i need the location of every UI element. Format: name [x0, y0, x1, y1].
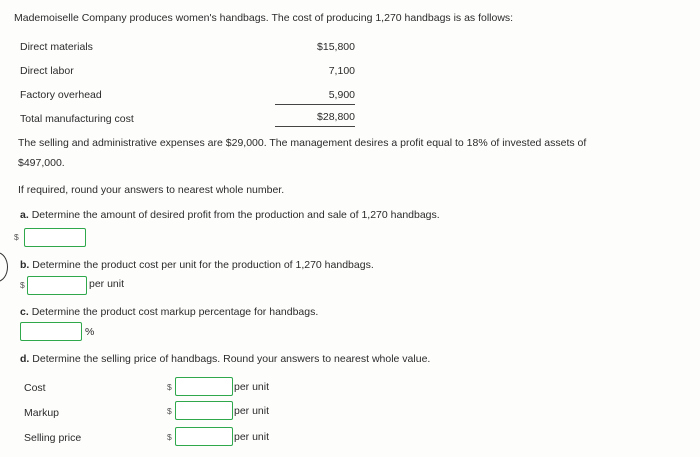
part-b-unit: per unit — [89, 278, 125, 290]
cost-value-factory-overhead: 5,900 — [275, 89, 355, 105]
intro-text: Mademoiselle Company produces women's handbags. The cost of producing 1,270 handbags is as follows: — [14, 12, 514, 24]
cost-label-factory-overhead: Factory overhead — [20, 89, 102, 101]
round-note: If required, round your answers to nearest whole number. — [18, 184, 285, 196]
part-d-selling-price-input[interactable] — [175, 427, 233, 446]
selling-text-line1: The selling and administrative expenses are $29,000. The management desires a profit equal to 18% of invested assets of — [18, 137, 587, 149]
part-b-dollar-sign: $ — [20, 280, 25, 290]
part-d-cost-unit: per unit — [234, 381, 270, 393]
part-c-letter: c. — [20, 306, 29, 318]
cost-label-direct-materials: Direct materials — [20, 41, 93, 53]
part-d-markup-input[interactable] — [175, 401, 233, 420]
part-d-question — [20, 353, 430, 365]
part-d-cost-dollar-sign: $ — [167, 382, 172, 392]
part-b-input[interactable] — [27, 276, 87, 295]
part-c-question — [20, 306, 318, 318]
part-d-selling-price-dollar-sign: $ — [167, 432, 172, 442]
part-a-question — [20, 209, 440, 221]
cost-value-direct-labor: 7,100 — [328, 65, 355, 77]
part-b-letter: b. — [20, 259, 30, 271]
part-d-cost-input[interactable] — [175, 377, 233, 396]
part-d-markup-label: Markup — [24, 407, 60, 419]
part-d-selling-price-unit: per unit — [234, 431, 270, 443]
left-edge-curve — [0, 252, 8, 282]
part-c-text: Determine the product cost markup percentage for handbags. — [31, 306, 319, 318]
cost-label-direct-labor: Direct labor — [20, 65, 74, 77]
cost-label-total: Total manufacturing cost — [20, 113, 134, 125]
part-a-text: Determine the amount of desired profit from the production and sale of 1,270 handbags. — [31, 209, 440, 221]
part-d-markup-unit: per unit — [234, 405, 270, 417]
part-d-markup-dollar-sign: $ — [167, 406, 172, 416]
part-a-input[interactable] — [24, 228, 86, 247]
part-a-dollar-sign: $ — [14, 232, 19, 242]
part-b-text: Determine the product cost per unit for the production of 1,270 handbags. — [32, 259, 374, 271]
cost-value-total: $28,800 — [275, 111, 355, 127]
part-a-letter: a. — [20, 209, 29, 221]
part-c-input[interactable] — [20, 322, 82, 341]
part-d-selling-price-label: Selling price — [24, 432, 82, 444]
part-d-text: Determine the selling price of handbags. Round your answers to nearest whole value. — [32, 353, 431, 365]
cost-value-direct-materials: $15,800 — [317, 41, 355, 53]
part-d-letter: d. — [20, 353, 30, 365]
part-d-cost-label: Cost — [24, 382, 46, 394]
selling-text-line2: $497,000. — [18, 157, 65, 169]
part-b-question — [20, 259, 374, 271]
part-c-percent-sign: % — [85, 326, 95, 338]
